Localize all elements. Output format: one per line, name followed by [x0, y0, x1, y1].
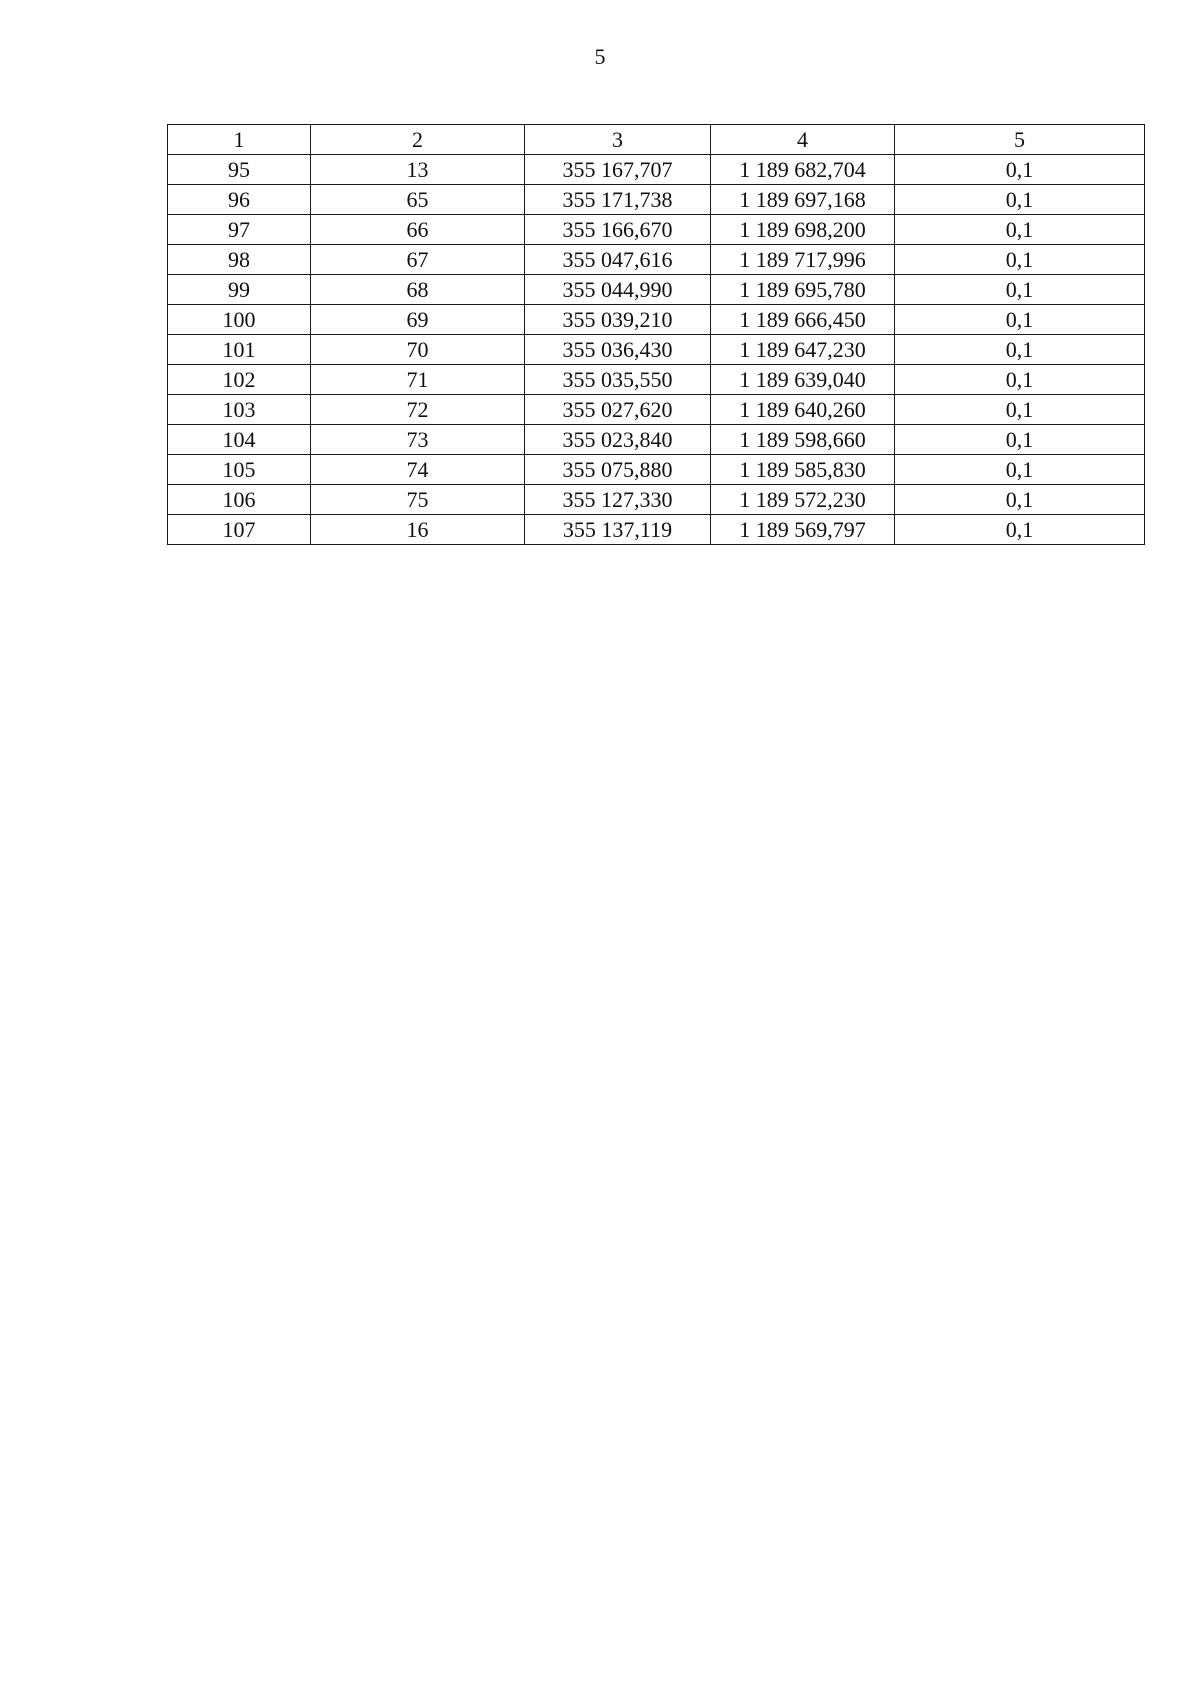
table-cell-col-5: 0,1	[895, 395, 1145, 425]
header-cell-4: 4	[711, 125, 895, 155]
table-row	[168, 455, 1145, 485]
table-row	[168, 305, 1145, 335]
table-cell-col-4: 1 189 666,450	[711, 305, 895, 335]
table-cell-col-4: 1 189 698,200	[711, 215, 895, 245]
table-cell-col-3: 355 167,707	[525, 155, 711, 185]
table-cell-col-1: 104	[168, 425, 311, 455]
table-row	[168, 275, 1145, 305]
table-cell-col-4: 1 189 569,797	[711, 515, 895, 545]
table-cell-col-3: 355 137,119	[525, 515, 711, 545]
table-cell-col-4: 1 189 695,780	[711, 275, 895, 305]
table-row	[168, 365, 1145, 395]
table-cell-col-3: 355 039,210	[525, 305, 711, 335]
table-cell-col-1: 100	[168, 305, 311, 335]
header-cell-2: 2	[311, 125, 525, 155]
page-number: 5	[594, 44, 606, 69]
table-cell-col-2: 72	[311, 395, 525, 425]
table-cell-col-5: 0,1	[895, 365, 1145, 395]
table-body	[168, 125, 1145, 545]
table-cell-col-1: 105	[168, 455, 311, 485]
table-row	[168, 515, 1145, 545]
table-cell-col-1: 103	[168, 395, 311, 425]
table-cell-col-5: 0,1	[895, 335, 1145, 365]
table-cell-col-1: 102	[168, 365, 311, 395]
table-row	[168, 485, 1145, 515]
table-cell-col-1: 97	[168, 215, 311, 245]
table-cell-col-3: 355 023,840	[525, 425, 711, 455]
table-cell-col-2: 65	[311, 185, 525, 215]
table-row	[168, 185, 1145, 215]
table-cell-col-4: 1 189 639,040	[711, 365, 895, 395]
table-cell-col-4: 1 189 717,996	[711, 245, 895, 275]
table-cell-col-1: 107	[168, 515, 311, 545]
table-cell-col-5: 0,1	[895, 185, 1145, 215]
table-cell-col-1: 99	[168, 275, 311, 305]
table-cell-col-3: 355 027,620	[525, 395, 711, 425]
table-cell-col-3: 355 127,330	[525, 485, 711, 515]
table-cell-col-5: 0,1	[895, 425, 1145, 455]
table-cell-col-5: 0,1	[895, 275, 1145, 305]
table-row	[168, 155, 1145, 185]
table-cell-col-3: 355 171,738	[525, 185, 711, 215]
table-cell-col-4: 1 189 640,260	[711, 395, 895, 425]
table-cell-col-1: 95	[168, 155, 311, 185]
coordinates-table	[167, 124, 1145, 545]
table-cell-col-3: 355 166,670	[525, 215, 711, 245]
table-cell-col-4: 1 189 697,168	[711, 185, 895, 215]
header-cell-3: 3	[525, 125, 711, 155]
table-cell-col-2: 74	[311, 455, 525, 485]
table-cell-col-5: 0,1	[895, 245, 1145, 275]
table-cell-col-2: 70	[311, 335, 525, 365]
table-cell-col-3: 355 075,880	[525, 455, 711, 485]
table-cell-col-3: 355 035,550	[525, 365, 711, 395]
table-row	[168, 245, 1145, 275]
table-cell-col-2: 73	[311, 425, 525, 455]
table-cell-col-4: 1 189 572,230	[711, 485, 895, 515]
table-row	[168, 335, 1145, 365]
table-cell-col-3: 355 036,430	[525, 335, 711, 365]
table-cell-col-2: 67	[311, 245, 525, 275]
header-cell-5: 5	[895, 125, 1145, 155]
table-cell-col-4: 1 189 585,830	[711, 455, 895, 485]
table-cell-col-2: 13	[311, 155, 525, 185]
table-cell-col-5: 0,1	[895, 485, 1145, 515]
table-cell-col-1: 96	[168, 185, 311, 215]
table-cell-col-4: 1 189 647,230	[711, 335, 895, 365]
table-cell-col-5: 0,1	[895, 455, 1145, 485]
table-cell-col-2: 16	[311, 515, 525, 545]
table-cell-col-4: 1 189 682,704	[711, 155, 895, 185]
header-cell-1: 1	[168, 125, 311, 155]
table-cell-col-1: 106	[168, 485, 311, 515]
table-cell-col-1: 98	[168, 245, 311, 275]
table-cell-col-2: 68	[311, 275, 525, 305]
table-cell-col-2: 66	[311, 215, 525, 245]
table-cell-col-2: 69	[311, 305, 525, 335]
table-cell-col-5: 0,1	[895, 155, 1145, 185]
table-row	[168, 395, 1145, 425]
table-cell-col-3: 355 044,990	[525, 275, 711, 305]
table-cell-col-2: 75	[311, 485, 525, 515]
table-cell-col-3: 355 047,616	[525, 245, 711, 275]
table-cell-col-1: 101	[168, 335, 311, 365]
table-cell-col-5: 0,1	[895, 515, 1145, 545]
table-cell-col-4: 1 189 598,660	[711, 425, 895, 455]
table-cell-col-5: 0,1	[895, 305, 1145, 335]
table-cell-col-2: 71	[311, 365, 525, 395]
table-row	[168, 425, 1145, 455]
table-header-row	[168, 125, 1145, 155]
table-row	[168, 215, 1145, 245]
table-cell-col-5: 0,1	[895, 215, 1145, 245]
